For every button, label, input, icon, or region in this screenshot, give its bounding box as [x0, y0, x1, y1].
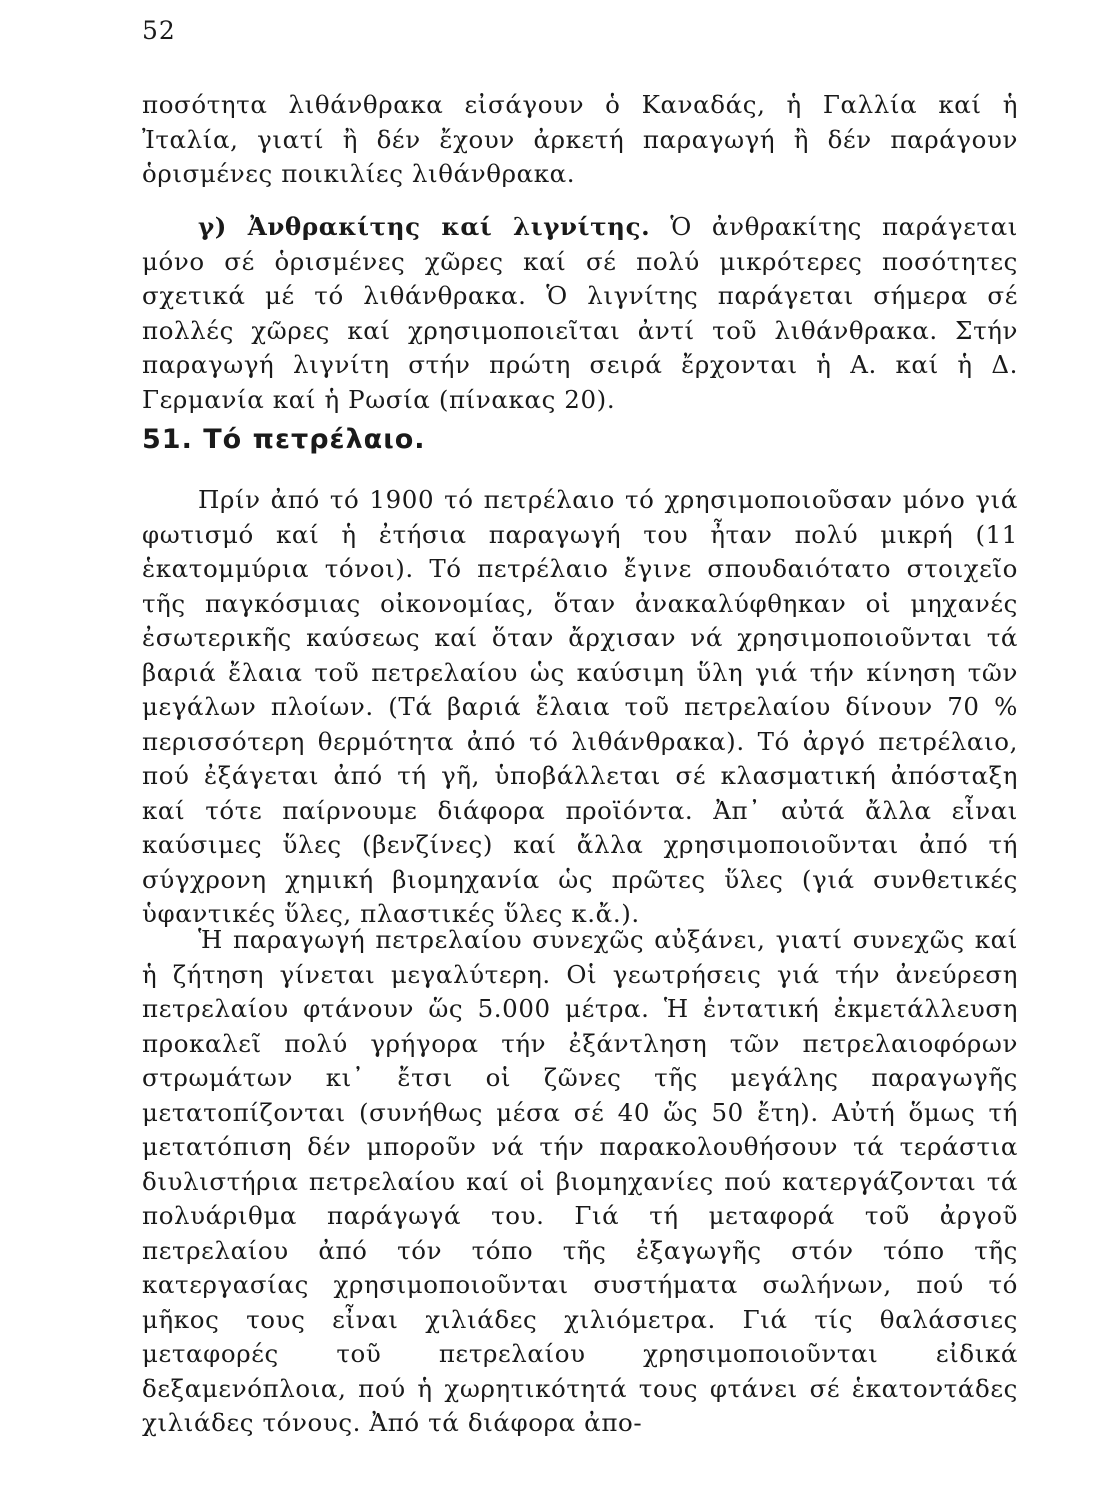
paragraph-coal-imports: ποσότητα λιθάνθρακα εἰσάγουν ὁ Καναδάς, ἡ Γαλλία καί ἡ Ἰταλία, γιατί ἢ δέν ἔχουν ἀρκετή παραγωγή ἢ δέν παράγουν ὁρισμένες ποικιλίες λιθάνθρακα.: [142, 90, 1018, 188]
paragraph-petroleum-production: Ἡ παραγωγή πετρελαίου συνεχῶς αὐξάνει, γιατί συνεχῶς καί ἡ ζήτηση γίνεται μεγαλύτερη. Οἱ γεωτρήσεις γιά τήν ἀνεύρεση πετρελαίου φτάνουν ὥς 5.000 μέτρα. Ἡ ἐντατική ἐκμετάλλευση προκαλεῖ πολύ γρήγορα τήν ἐξάντληση τῶν πετρελαιοφόρων στρωμάτων κι᾿ ἔτσι οἱ ζῶνες τῆς μεγάλης παραγωγῆς μετατοπίζονται (συνήθως μέσα σέ 40 ὥς 50 ἔτη). Αὐτή ὅμως τή μετατόπιση δέν μποροῦν νά τήν παρακολουθήσουν τά τεράστια διυλιστήρια πετρελαίου καί οἱ βιομηχανίες πού κατεργάζονται τά πολυάριθμα παράγωγά του. Γιά τή μεταφορά τοῦ ἀργοῦ πετρελαίου ἀπό τόν τόπο τῆς ἐξαγωγῆς στόν τόπο τῆς κατεργασίας χρησιμοποιοῦνται συστήματα σωλήνων, πού τό μῆκος τους εἶναι χιλιάδες χιλιόμετρα. Γιά τίς θαλάσσιες μεταφορές τοῦ πετρελαίου χρησιμοποιοῦνται εἰδικά δεξαμενόπλοια, πού ἡ χωρητικότητά τους φτάνει σέ ἑκατοντάδες χιλιάδες τόνους. Ἀπό τά διάφορα ἀπο-: [142, 925, 1018, 1437]
subsection-heading-anthracite-lignite: γ) Ἀνθρακίτης καί λιγνίτης.: [198, 212, 651, 241]
section-heading-petroleum: 51. Τό πετρέλαιο.: [142, 424, 426, 455]
paragraph-anthracite-lignite-text: Ὁ ἀνθρακίτης παράγεται μόνο σέ ὁρισμένες χῶρες καί σέ πολύ μικρότερες ποσότητες σχετικά μέ τό λιθάνθρακα. Ὁ λιγνίτης παράγεται σήμερα σέ πολλές χῶρες καί χρησιμοποιεῖται ἀντί τοῦ λιθάνθρακα. Στήν παραγωγή λιγνίτη στήν πρώτη σειρά ἔρχονται ἡ Α. καί ἡ Δ. Γερμανία καί ἡ Ρωσία (πίνακας 20).: [142, 212, 1018, 414]
paragraph-petroleum-history: Πρίν ἀπό τό 1900 τό πετρέλαιο τό χρησιμοποιοῦσαν μόνο γιά φωτισμό καί ἡ ἐτήσια παραγωγή του ἦταν πολύ μικρή (11 ἑκατομμύρια τόνοι). Τό πετρέλαιο ἔγινε σπουδαιότατο στοιχεῖο τῆς παγκόσμιας οἰκονομίας, ὅταν ἀνακαλύφθηκαν οἱ μηχανές ἐσωτερικῆς καύσεως καί ὅταν ἄρχισαν νά χρησιμοποιοῦνται τά βαριά ἔλαια τοῦ πετρελαίου ὡς καύσιμη ὕλη γιά τήν κίνηση τῶν μεγάλων πλοίων. (Τά βαριά ἔλαια τοῦ πετρελαίου δίνουν 70 % περισσότερη θερμότητα ἀπό τό λιθάνθρακα). Τό ἀργό πετρέλαιο, πού ἐξάγεται ἀπό τή γῆ, ὑποβάλλεται σέ κλασματική ἀπόσταξη καί τότε παίρνουμε διάφορα προϊόντα. Ἀπ᾿ αὐτά ἄλλα εἶναι καύσιμες ὕλες (βενζίνες) καί ἄλλα χρησιμοποιοῦνται ἀπό τή σύγχρονη χημική βιομηχανία ὡς πρῶτες ὕλες (γιά συνθετικές ὑφαντικές ὕλες, πλαστικές ὕλες κ.ἄ.).: [142, 485, 1018, 928]
page-number: 52: [142, 16, 176, 45]
paragraph-anthracite-lignite: [142, 210, 1018, 417]
